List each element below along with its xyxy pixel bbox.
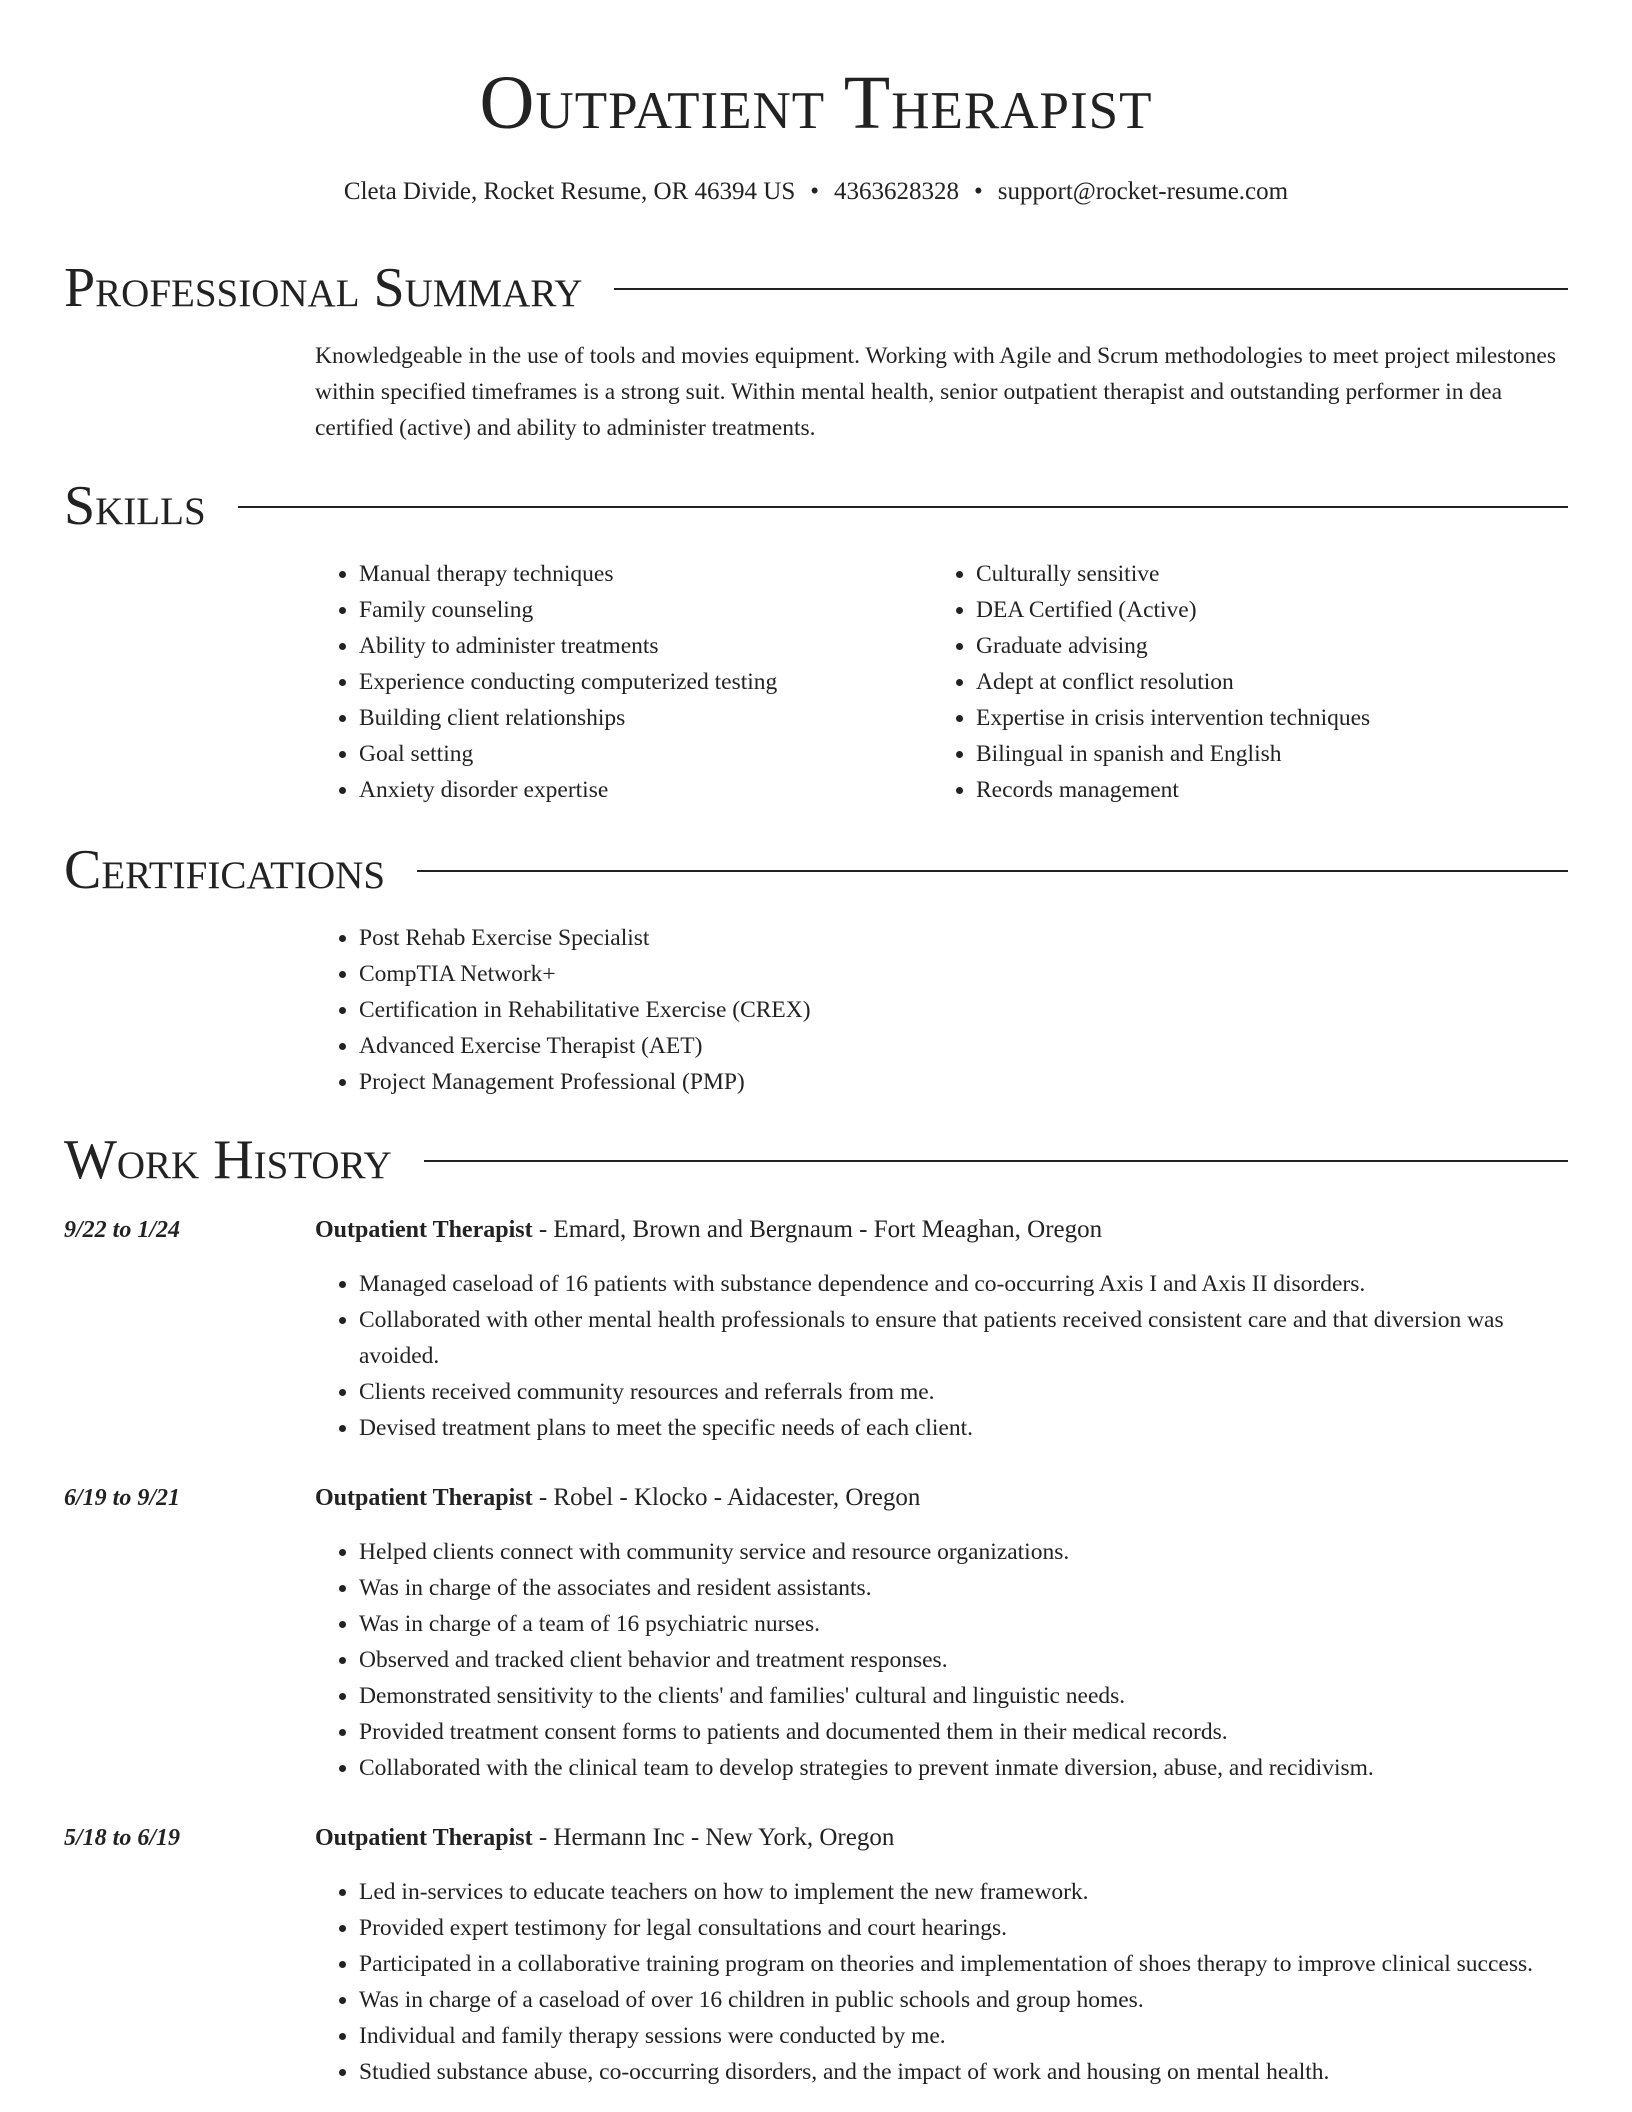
job-dates: 5/18 to 6/19 [64, 1825, 181, 1851]
job-bullet: • Clients received community resources and referrals from me. [359, 1374, 1575, 1410]
section-divider [614, 288, 1568, 290]
skill-item: • Expertise in crisis intervention techniques [976, 700, 1549, 736]
contact-line [0, 174, 1632, 210]
skill-item: • Records management [976, 772, 1549, 808]
skill-item: • Experience conducting computerized testing [359, 664, 932, 700]
contact-separator: • [974, 178, 983, 205]
job-bullet: • Provided expert testimony for legal consultations and court hearings. [359, 1910, 1575, 1946]
skill-item: • Family counseling [359, 592, 932, 628]
contact-address: Cleta Divide, Rocket Resume, OR 46394 US [343, 178, 796, 205]
job-title-line [315, 1820, 1575, 1856]
job-bullet: • Was in charge of the associates and resident assistants. [359, 1570, 1575, 1606]
certification-item: • Post Rehab Exercise Specialist [359, 920, 1575, 956]
job-bullet: • Managed caseload of 16 patients with substance dependence and co-occurring Axis I and Axis II disorders. [359, 1266, 1575, 1302]
skills-list-right [932, 556, 1549, 808]
job-bullet: • Observed and tracked client behavior and treatment responses. [359, 1642, 1575, 1678]
certifications-block [315, 920, 1575, 1100]
certification-item: • Advanced Exercise Therapist (AET) [359, 1028, 1575, 1064]
skills-column-right [932, 556, 1549, 808]
job-bullet: • Helped clients connect with community service and resource organizations. [359, 1534, 1575, 1570]
job-title-line [315, 1480, 1575, 1516]
section-divider [238, 506, 1568, 508]
section-header-summary [64, 256, 1568, 320]
contact-phone: 4363628328 [834, 178, 960, 205]
section-header-skills [64, 474, 1568, 538]
skill-item: • DEA Certified (Active) [976, 592, 1549, 628]
section-divider [417, 870, 1568, 872]
certification-item: • Project Management Professional (PMP) [359, 1064, 1575, 1100]
section-title-work-history: Work History [64, 1129, 392, 1191]
job-bullet: • Collaborated with the clinical team to develop strategies to prevent inmate diversion, abuse, and recidivism. [359, 1750, 1575, 1786]
job-bullet: • Devised treatment plans to meet the specific needs of each client. [359, 1410, 1575, 1446]
candidate-name: Outpatient Therapist [479, 61, 1153, 145]
skill-item: • Bilingual in spanish and English [976, 736, 1549, 772]
skill-item: • Anxiety disorder expertise [359, 772, 932, 808]
job-bullets [315, 1534, 1575, 1786]
certifications-list [315, 920, 1575, 1100]
skill-item: • Adept at conflict resolution [976, 664, 1549, 700]
job-bullet: • Individual and family therapy sessions were conducted by me. [359, 2018, 1575, 2054]
job-bullet: • Led in-services to educate teachers on how to implement the new framework. [359, 1874, 1575, 1910]
summary-text: Knowledgeable in the use of tools and movies equipment. Working with Agile and Scrum methodologies to meet project milestones within specified timeframes is a strong suit. Within mental health, senior outpatient therapist and outstanding performer in dea certified (active) and ability to administer treatments. [315, 343, 1556, 441]
skill-item: • Ability to administer treatments [359, 628, 932, 664]
job-bullet: • Demonstrated sensitivity to the clients' and families' cultural and linguistic needs. [359, 1678, 1575, 1714]
job-title: Outpatient Therapist [315, 1825, 533, 1851]
skill-item: • Culturally sensitive [976, 556, 1549, 592]
skills-list-left [315, 556, 932, 808]
skill-item: • Goal setting [359, 736, 932, 772]
job-title: Outpatient Therapist [315, 1217, 533, 1243]
certification-item: • Certification in Rehabilitative Exercise (CREX) [359, 992, 1575, 1028]
job-bullet: • Was in charge of a caseload of over 16 children in public schools and group homes. [359, 1982, 1575, 2018]
job-employer: - Emard, Brown and Bergnaum - Fort Meaghan, Oregon [532, 1216, 1103, 1243]
skills-grid [315, 556, 1575, 808]
job-title-line [315, 1212, 1575, 1248]
skill-item: • Manual therapy techniques [359, 556, 932, 592]
contact-separator: • [810, 178, 820, 205]
skill-item: • Building client relationships [359, 700, 932, 736]
job-bullets [315, 1874, 1575, 2090]
job-employer: - Robel - Klocko - Aidacester, Oregon [532, 1484, 921, 1511]
section-title-skills: Skills [64, 475, 206, 537]
section-title-certifications: Certifications [64, 839, 386, 901]
job-employer: - Hermann Inc - New York, Oregon [532, 1824, 895, 1851]
certification-item: • CompTIA Network+ [359, 956, 1575, 992]
job-bullet: • Participated in a collaborative training program on theories and implementation of shoes therapy to improve clinical success. [359, 1946, 1575, 1982]
job-bullet: • Studied substance abuse, co-occurring disorders, and the impact of work and housing on mental health. [359, 2054, 1575, 2090]
contact-email[interactable]: support@rocket-resume.com [997, 178, 1289, 205]
section-title-summary: Professional Summary [64, 257, 583, 319]
skill-item: • Graduate advising [976, 628, 1549, 664]
job-bullet: • Was in charge of a team of 16 psychiatric nurses. [359, 1606, 1575, 1642]
job-title: Outpatient Therapist [315, 1485, 533, 1511]
job-bullet: • Collaborated with other mental health professionals to ensure that patients received consistent care and that diversion was avoided. [359, 1302, 1575, 1374]
skills-column-left [315, 556, 932, 808]
job-dates: 6/19 to 9/21 [64, 1485, 181, 1511]
section-header-certifications [64, 838, 1568, 902]
section-divider [424, 1160, 1568, 1162]
job-bullet: • Provided treatment consent forms to patients and documented them in their medical records. [359, 1714, 1575, 1750]
section-header-work-history [64, 1128, 1568, 1192]
job-dates: 9/22 to 1/24 [64, 1217, 181, 1243]
job-bullets [315, 1266, 1575, 1446]
